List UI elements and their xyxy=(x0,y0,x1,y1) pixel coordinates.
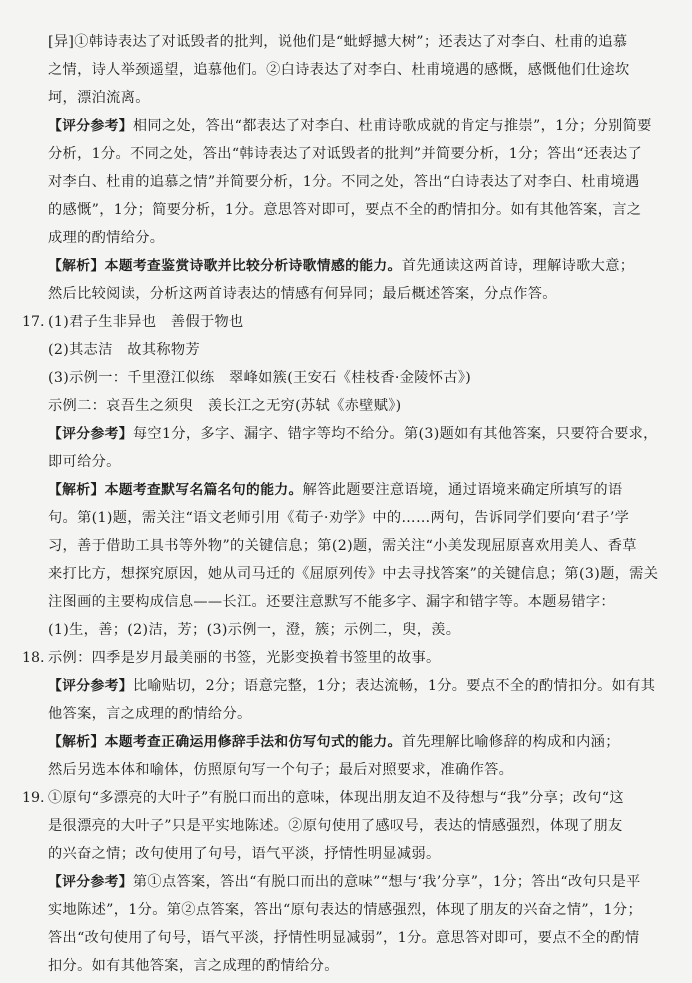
text-line: 然后另选本体和喻体，仿照原句写一个句子；最后对照要求，准确作答。 xyxy=(48,762,514,778)
text-line: (2)其志洁 故其称物芳 xyxy=(48,342,200,358)
text-line: 注图画的主要构成信息——长江。还要注意默写不能多字、漏字和错字等。本题易错字： xyxy=(48,594,615,610)
question-number: 17. xyxy=(22,314,45,330)
question-number: 19. xyxy=(22,790,45,806)
analysis-key-sentence: 本题考查默写名篇名句的能力。 xyxy=(104,482,303,498)
text-line: [异]①韩诗表达了对诋毁者的批判，说他们是“蚍蜉撼大树”；还表达了对李白、杜甫的追慕 xyxy=(48,34,628,50)
text-line xyxy=(48,868,666,896)
text-segment: 比喻贴切，2分；语意完整，1分；表达流畅，1分。要点不全的酌情扣分。如有其 xyxy=(132,678,656,694)
q17-analysis xyxy=(26,476,666,644)
analysis-key-sentence: 本题考查正确运用修辞手法和仿写句式的能力。 xyxy=(104,734,402,750)
text-line: 然后比较阅读，分析这两首诗表达的情感有何异同；最后概述答案，分点作答。 xyxy=(48,286,557,302)
text-line: 坷，漂泊流离。 xyxy=(48,90,150,106)
text-line: (1)生，善；(2)洁，芳；(3)示例一，澄，簇；示例二，臾，羡。 xyxy=(48,622,461,638)
text-line: 对李白、杜甫的追慕之情”并简要分析，1分。不同之处，答出“白诗表达了对李白、杜甫境遇 xyxy=(48,174,640,190)
text-line: 答出“改句使用了句号，语气平淡，抒情性明显减弱”，1分。意思答对即可，要点不全的酌情 xyxy=(48,930,640,946)
text-line: 的兴奋之情；改句使用了句号，语气平淡，抒情性明显减弱。 xyxy=(48,846,441,862)
text-line: 示例：四季是岁月最美丽的书签，光影变换着书签里的故事。 xyxy=(48,650,441,666)
text-line: 实地陈述”，1分。第②点答案，答出“原句表达的情感强烈，体现了朋友的兴奋之情”，1分； xyxy=(48,902,642,918)
q18-analysis xyxy=(26,728,666,784)
text-line xyxy=(48,112,666,140)
scoring-reference-tag: 【评分参考】 xyxy=(48,118,133,134)
q19-answer xyxy=(22,784,666,868)
q17-scoring-reference xyxy=(26,420,666,476)
text-line xyxy=(48,420,666,448)
text-line xyxy=(48,476,666,504)
text-line: 来打比方，想探究原因，她从司马迁的《屈原列传》中去寻找答案”的关键信息；第(3)题，需关 xyxy=(48,566,659,582)
text-line: 即可给分。 xyxy=(48,454,121,470)
analysis-tag: 【解析】 xyxy=(48,734,105,750)
q16-scoring-reference xyxy=(26,112,666,252)
q16-difference-paragraph xyxy=(26,28,666,112)
text-line: 他答案，言之成理的酌情给分。 xyxy=(48,706,252,722)
q18-answer xyxy=(22,644,666,672)
text-line: 成理的酌情给分。 xyxy=(48,230,165,246)
text-line: 的感慨”，1分；简要分析，1分。意思答对即可，要点不全的酌情扣分。如有其他答案，言之 xyxy=(48,202,642,218)
text-line xyxy=(48,252,666,280)
text-line: 分析，1分。不同之处，答出“韩诗表达了对诋毁者的批判”并简要分析，1分；答出“还表达了 xyxy=(48,146,642,162)
text-line xyxy=(48,672,666,700)
text-line: 之情，诗人举颈遥望，追慕他们。②白诗表达了对李白、杜甫境遇的感慨，感慨他们仕途坎 xyxy=(48,62,630,78)
text-line: 句。第(1)题，需关注“语文老师引用《荀子·劝学》中的……两句，告诉同学们要向‘君子’学 xyxy=(48,510,630,526)
q19-scoring-reference xyxy=(26,868,666,980)
question-number: 18. xyxy=(22,650,45,666)
analysis-tag: 【解析】 xyxy=(48,258,105,274)
text-segment: 解答此题要注意语境，通过语境来确定所填写的语 xyxy=(302,482,623,498)
text-line: 习，善于借助工具书等外物”的关键信息；第(2)题，需关注“小美发现屈原喜欢用美人、香草 xyxy=(48,538,637,554)
analysis-key-sentence: 本题考查鉴赏诗歌并比较分析诗歌情感的能力。 xyxy=(104,258,402,274)
scoring-reference-tag: 【评分参考】 xyxy=(48,678,133,694)
scoring-reference-tag: 【评分参考】 xyxy=(48,426,133,442)
text-segment: 相同之处，答出“都表达了对李白、杜甫诗歌成就的肯定与推崇”，1分；分别简要 xyxy=(132,118,652,134)
text-line: 是很漂亮的大叶子”只是平实地陈述。②原句使用了感叹号，表达的情感强烈，体现了朋友 xyxy=(48,818,623,834)
scoring-reference-tag: 【评分参考】 xyxy=(48,874,133,890)
text-segment: 第①点答案，答出“有脱口而出的意味”“想与‘我’分享”，1分；答出“改句只是平 xyxy=(132,874,641,890)
text-line: 扣分。如有其他答案，言之成理的酌情给分。 xyxy=(48,958,339,974)
text-line: ①原句“多漂亮的大叶子”有脱口而出的意味，体现出朋友迫不及待想与“我”分享；改句“这 xyxy=(48,790,624,806)
text-segment: 每空1分，多字、漏字、错字等均不给分。第(3)题如有其他答案，只要符合要求， xyxy=(132,426,658,442)
q18-scoring-reference xyxy=(26,672,666,728)
text-segment: 首先通读这两首诗，理解诗歌大意； xyxy=(401,258,635,274)
q17-answers xyxy=(22,308,666,420)
analysis-tag: 【解析】 xyxy=(48,482,105,498)
q16-analysis xyxy=(26,252,666,308)
text-line xyxy=(48,728,666,756)
text-segment: 首先理解比喻修辞的构成和内涵； xyxy=(401,734,620,750)
text-line: (3)示例一：千里澄江似练 翠峰如簇(王安石《桂枝香·金陵怀古》) xyxy=(48,370,472,386)
text-line: (1)君子生非异也 善假于物也 xyxy=(48,314,244,330)
text-line: 示例二：哀吾生之须臾 羡长江之无穷(苏轼《赤壁赋》) xyxy=(48,398,402,414)
